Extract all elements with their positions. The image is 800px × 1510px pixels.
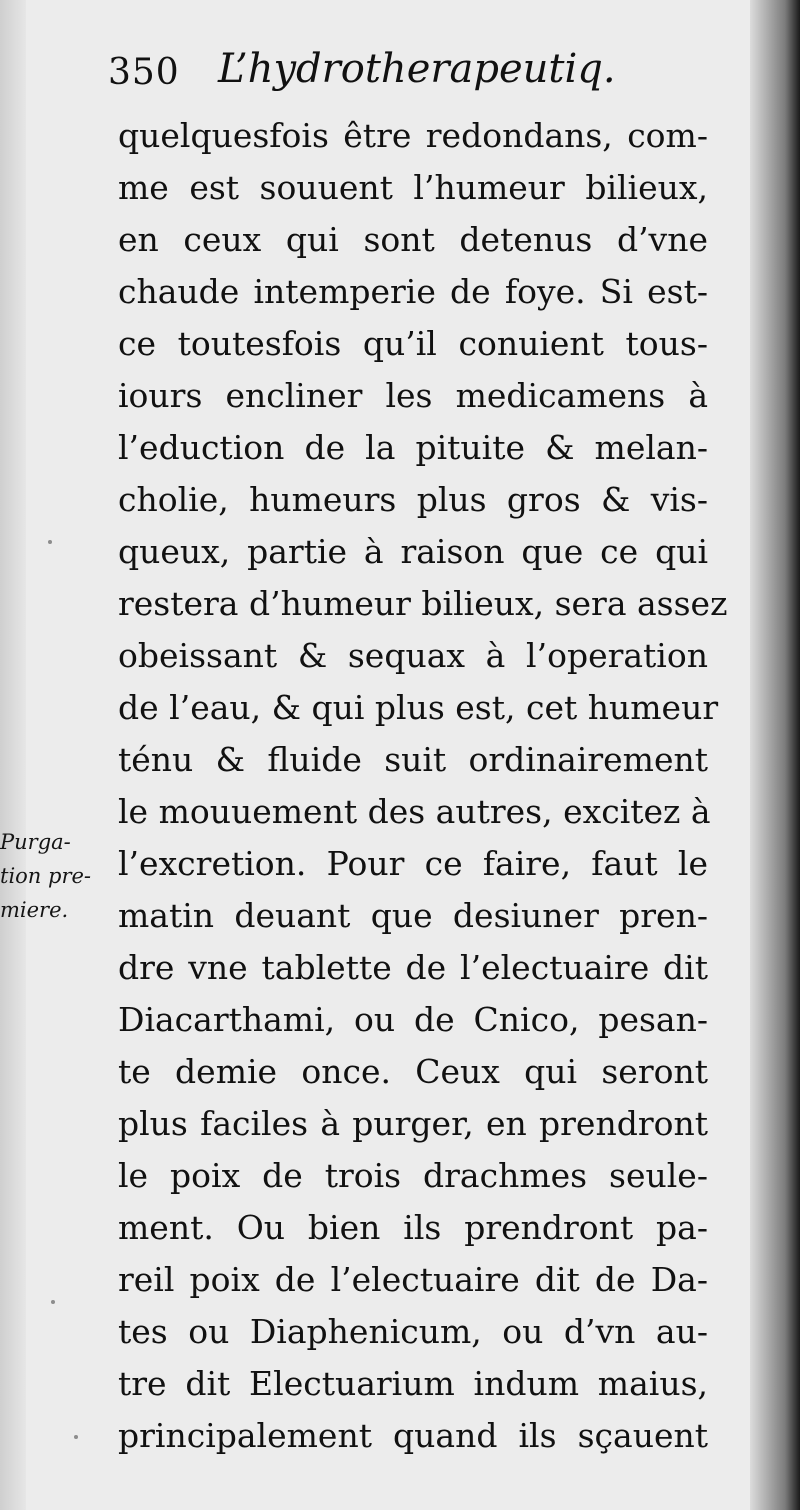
body-text	[118, 110, 728, 1455]
text-line: ment. Ou bien ils prendront pa-	[118, 1208, 708, 1247]
text-line: en ceux qui sont detenus d’vne	[118, 220, 708, 259]
text-line: te demie once. Ceux qui seront	[118, 1052, 708, 1091]
text-line: tes ou Diaphenicum, ou d’vn au-	[118, 1312, 708, 1351]
ink-speck	[48, 540, 52, 544]
text-line: le mouuement des autres, excitez à	[118, 792, 711, 831]
text-line: restera d’humeur bilieux, sera assez	[118, 584, 728, 623]
page-header	[108, 40, 718, 100]
text-line: ténu & fluide suit ordinairement	[118, 740, 708, 779]
text-line: principalement quand ils sçauent	[118, 1416, 708, 1455]
marginal-note	[0, 826, 120, 946]
text-line: reil poix de l’electuaire dit de Da-	[118, 1260, 708, 1299]
left-page-edge	[0, 0, 26, 1510]
marginal-note-line: Purga-	[0, 830, 71, 854]
text-line: Diacarthami, ou de Cnico, pesan-	[118, 1000, 708, 1039]
text-line: dre vne tablette de l’electuaire dit	[118, 948, 708, 987]
text-line: matin deuant que desiuner pren-	[118, 896, 708, 935]
text-line: l’excretion. Pour ce faire, faut le	[118, 844, 708, 883]
text-line: queux, partie à raison que ce qui	[118, 532, 708, 571]
text-line: chaude intemperie de foye. Si est-	[118, 272, 708, 311]
text-line: de l’eau, & qui plus est, cet humeur	[118, 688, 719, 727]
text-line: iours encliner les medicamens à	[118, 376, 708, 415]
text-line: ce toutesfois qu’il conuient tous-	[118, 324, 708, 363]
text-line: le poix de trois drachmes seule-	[118, 1156, 708, 1195]
text-line: l’eduction de la pituite & melan-	[118, 428, 708, 467]
marginal-note-line: tion pre-	[0, 864, 92, 888]
right-binding-shadow	[750, 0, 800, 1510]
text-line: cholie, humeurs plus gros & vis-	[118, 480, 708, 519]
text-line: obeissant & sequax à l’operation	[118, 636, 708, 675]
text-line: quelquesfois être redondans, com-	[118, 116, 708, 155]
marginal-note-line: miere.	[0, 898, 69, 922]
page-number: 350	[108, 52, 180, 93]
text-line: plus faciles à purger, en prendront	[118, 1104, 708, 1143]
running-title: L’hydrotherapeutiq.	[218, 46, 616, 92]
ink-speck	[51, 1300, 55, 1304]
text-line: tre dit Electuarium indum maius,	[118, 1364, 708, 1403]
ink-speck	[74, 1435, 78, 1439]
text-line: me est souuent l’humeur bilieux,	[118, 168, 708, 207]
